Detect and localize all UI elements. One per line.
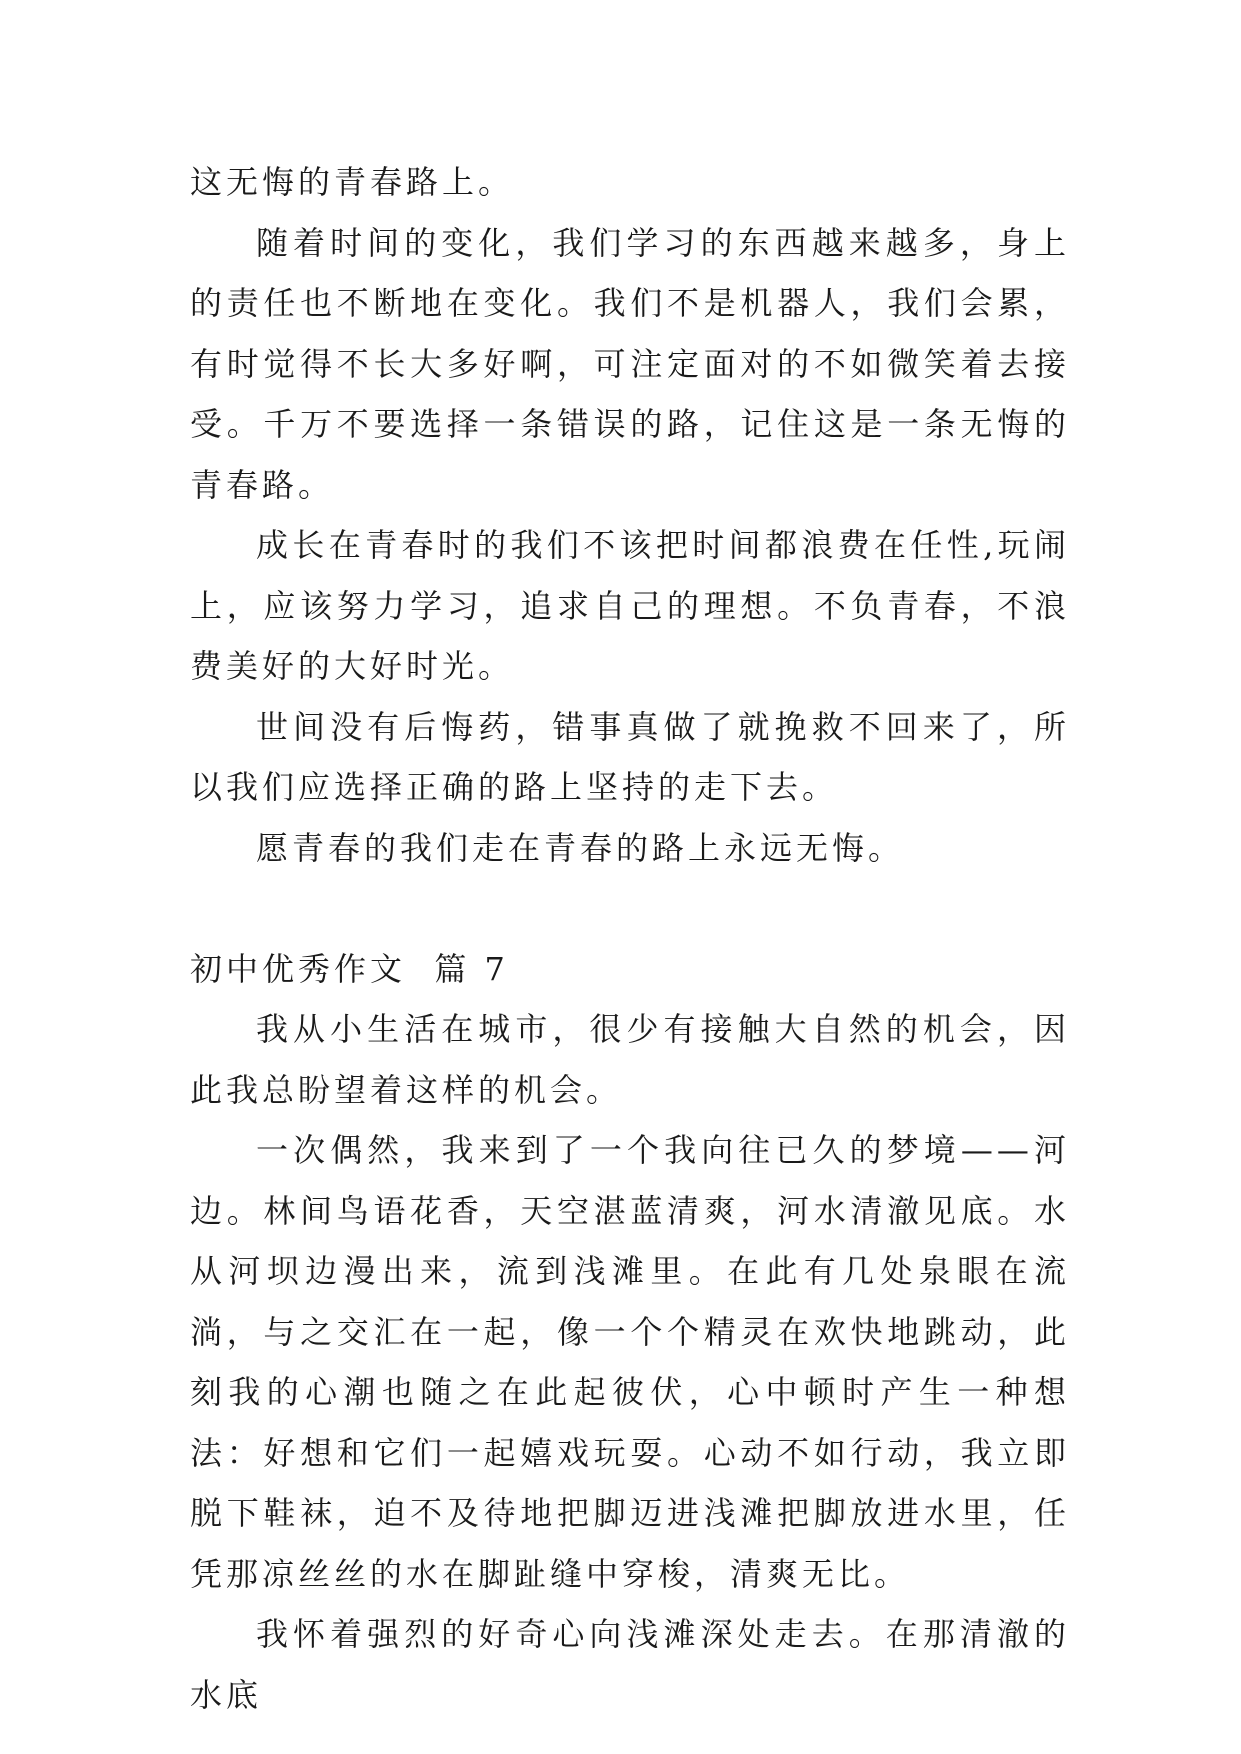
paragraph: 愿青春的我们走在青春的路上永远无悔。	[256, 828, 905, 867]
paragraph: 我怀着强烈的好奇心向浅滩深处走去。在那清澈的水底	[190, 1615, 1070, 1714]
paragraph: 成长在青春时的我们不该把时间都浪费在任性,玩闹上，应该努力学习，追求自己的理想。不负青春，不浪费美好的大好时光。	[190, 526, 1070, 685]
paragraph-continuation: 这无悔的青春路上。	[190, 163, 515, 201]
paragraph: 世间没有后悔药，错事真做了就挽救不回来了，所以我们应选择正确的路上坚持的走下去。	[190, 707, 1070, 806]
section-title: 初中优秀作文 篇 7	[190, 949, 509, 988]
paragraph: 随着时间的变化，我们学习的东西越来越多，身上的责任也不断地在变化。我们不是机器人，我们会累，有时觉得不长大多好啊，可注定面对的不如微笑着去接受。千万不要选择一条错误的路，记住这是一条无悔的青春路。	[190, 223, 1070, 504]
paragraph: 我从小生活在城市，很少有接触大自然的机会，因此我总盼望着这样的机会。	[190, 1010, 1070, 1109]
document-body	[190, 152, 1070, 1725]
paragraph: 一次偶然，我来到了一个我向往已久的梦境——河边。林间鸟语花香，天空湛蓝清爽，河水清澈见底。水从河坝边漫出来，流到浅滩里。在此有几处泉眼在流淌，与之交汇在一起，像一个个精灵在欢快地跳动，此刻我的心潮也随之在此起彼伏，心中顿时产生一种想法：好想和它们一起嬉戏玩耍。心动不如行动，我立即脱下鞋袜，迫不及待地把脚迈进浅滩把脚放进水里，任凭那凉丝丝的水在脚趾缝中穿梭，清爽无比。	[190, 1131, 1070, 1593]
